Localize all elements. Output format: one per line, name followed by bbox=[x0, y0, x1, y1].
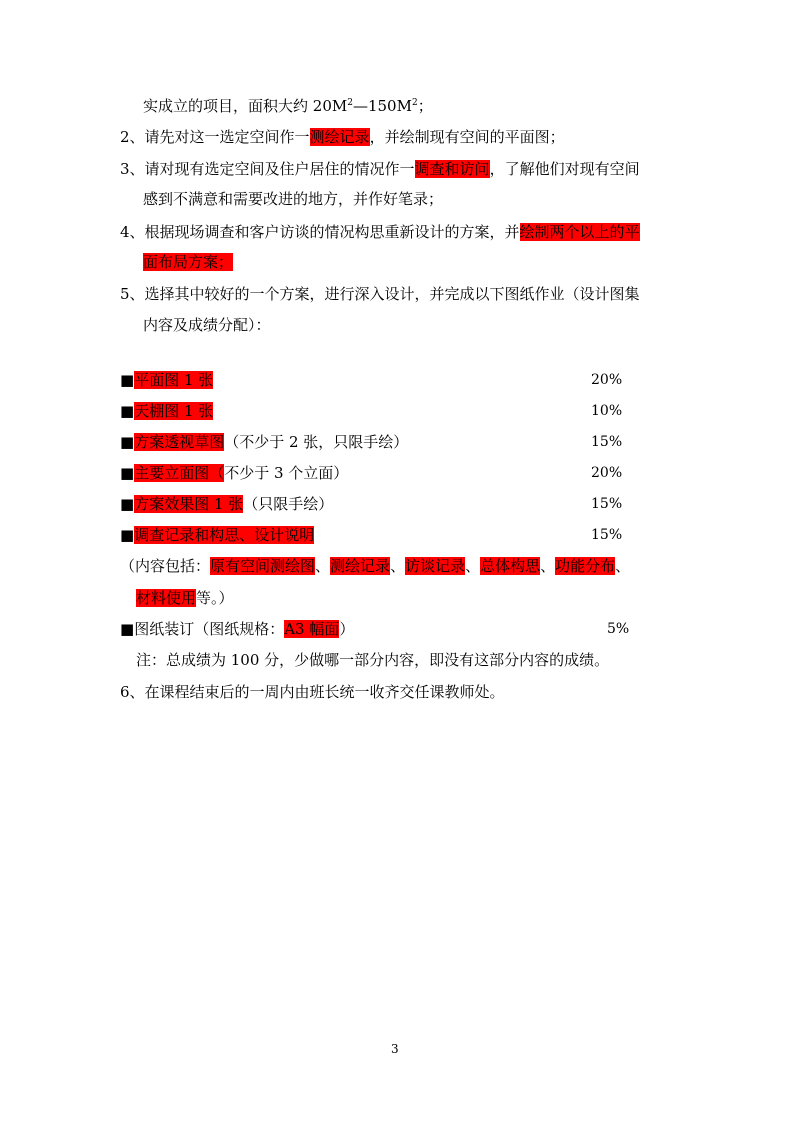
paragraph-6: 6、在课程结束后的一周内由班长统一收齐交任课教师处。 bbox=[120, 683, 505, 701]
list-item bbox=[120, 524, 314, 546]
score-percentage: 20% bbox=[591, 465, 623, 481]
text: 、 bbox=[615, 557, 631, 575]
paragraph-5-continuation bbox=[143, 314, 271, 336]
page-number: 3 bbox=[391, 1042, 399, 1056]
score-percentage: 20% bbox=[591, 372, 623, 388]
superscript: 2 bbox=[347, 98, 353, 108]
paragraph-2 bbox=[120, 126, 565, 148]
text: 等。） bbox=[196, 589, 234, 607]
score-percentage: 15% bbox=[591, 496, 623, 512]
text: 2、请先对这一选定空间作一 bbox=[120, 128, 310, 146]
highlighted-text: 总体构思 bbox=[480, 557, 541, 575]
text: 5、选择其中较好的一个方案，进行深入设计，并完成以下图纸作业（设计图集 bbox=[120, 285, 640, 303]
text: （不少于 2 张，只限手绘） bbox=[224, 433, 409, 451]
text: ； bbox=[417, 97, 433, 115]
paragraph-3-continuation bbox=[143, 188, 443, 210]
highlighted-text: 天棚图 1 张 bbox=[134, 402, 214, 420]
square-bullet-icon: ■ bbox=[120, 526, 135, 544]
text: 、 bbox=[540, 557, 556, 575]
paragraph-4 bbox=[120, 221, 640, 243]
text: ，了解他们对现有空间 bbox=[489, 160, 640, 178]
text: （内容包括： bbox=[120, 557, 211, 575]
square-bullet-icon: ■ bbox=[120, 464, 135, 482]
text: —150M bbox=[352, 97, 412, 115]
text: 、 bbox=[390, 557, 406, 575]
text: ，并绘制现有空间的平面图； bbox=[369, 128, 565, 146]
square-bullet-icon: ■ bbox=[120, 620, 135, 638]
score-percentage: 5% bbox=[607, 621, 630, 637]
text: 图纸装订（图纸规格： bbox=[134, 620, 285, 638]
text: 内容及成绩分配）： bbox=[143, 316, 271, 334]
highlighted-text: 测绘记录 bbox=[330, 557, 391, 575]
highlighted-text: 面布局方案； bbox=[143, 253, 234, 271]
highlighted-text: 平面图 1 张 bbox=[134, 371, 214, 389]
highlighted-text: 功能分布 bbox=[555, 557, 616, 575]
paragraph-5 bbox=[120, 283, 640, 305]
square-bullet-icon: ■ bbox=[120, 433, 135, 451]
text: 不少于 3 个立面） bbox=[224, 464, 349, 482]
highlighted-text: 原有空间测绘图 bbox=[210, 557, 316, 575]
highlighted-text: 材料使用 bbox=[136, 589, 197, 607]
square-bullet-icon: ■ bbox=[120, 495, 135, 513]
highlighted-text: 主要立面图（ bbox=[134, 464, 225, 482]
highlighted-text: 方案透视草图 bbox=[134, 433, 225, 451]
list-item bbox=[120, 493, 333, 515]
list-item bbox=[120, 431, 408, 453]
text: ） bbox=[339, 620, 355, 638]
paragraph-4-continuation bbox=[143, 251, 233, 273]
text: 、 bbox=[465, 557, 481, 575]
highlighted-text: 测绘记录 bbox=[309, 128, 370, 146]
highlighted-text: 方案效果图 1 张 bbox=[134, 495, 244, 513]
text: 实成立的项目，面积大约 20M bbox=[143, 97, 348, 115]
score-percentage: 15% bbox=[591, 434, 623, 450]
content-list-continuation bbox=[136, 587, 234, 609]
binding-item bbox=[120, 618, 354, 640]
text: 4、根据现场调查和客户访谈的情况构思重新设计的方案，并 bbox=[120, 223, 520, 241]
highlighted-text: 调查记录和构思、设计说明 bbox=[134, 526, 315, 544]
paragraph-3 bbox=[120, 158, 640, 180]
text: 、 bbox=[315, 557, 331, 575]
list-item bbox=[120, 400, 213, 422]
text: 3、请对现有选定空间及住户居住的情况作一 bbox=[120, 160, 415, 178]
highlighted-text: 调查和访问 bbox=[414, 160, 490, 178]
square-bullet-icon: ■ bbox=[120, 371, 135, 389]
score-percentage: 15% bbox=[591, 527, 623, 543]
note: 注：总成绩为 100 分，少做哪一部分内容，即没有这部分内容的成绩。 bbox=[136, 651, 610, 669]
content-list bbox=[120, 555, 630, 577]
text: （只限手绘） bbox=[243, 495, 334, 513]
list-item bbox=[120, 462, 348, 484]
paragraph-1-continuation bbox=[143, 95, 433, 117]
text: 感到不满意和需要改进的地方，并作好笔录； bbox=[143, 190, 444, 208]
highlighted-text: 绘制两个以上的平 bbox=[519, 223, 640, 241]
square-bullet-icon: ■ bbox=[120, 402, 135, 420]
list-item bbox=[120, 369, 213, 391]
superscript: 2 bbox=[411, 98, 418, 108]
highlighted-text: A3 幅面 bbox=[284, 620, 340, 638]
score-percentage: 10% bbox=[591, 403, 623, 419]
highlighted-text: 访谈记录 bbox=[405, 557, 466, 575]
